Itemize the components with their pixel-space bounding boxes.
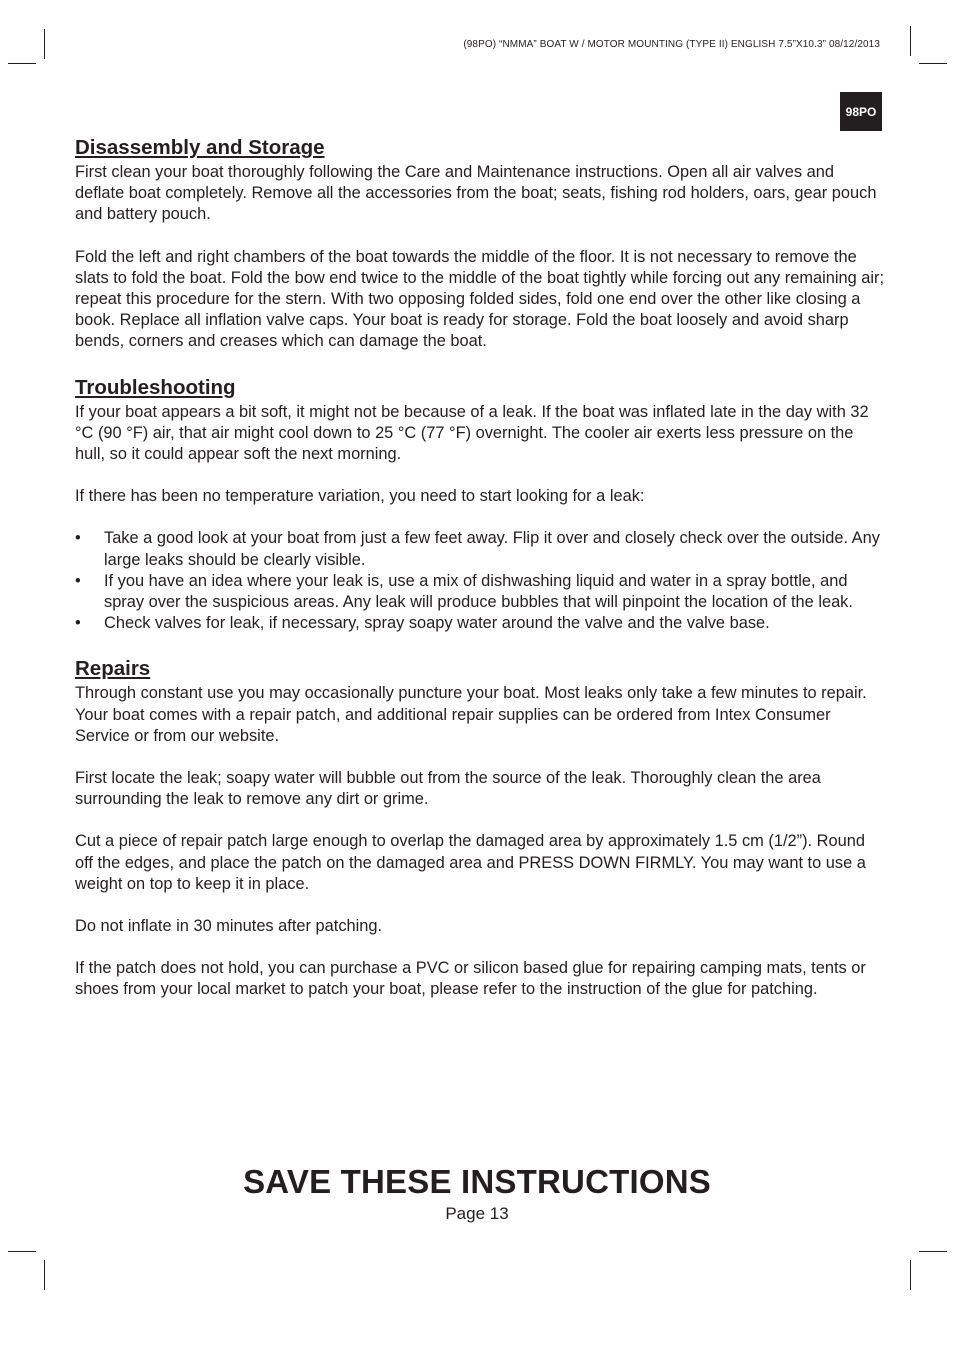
- page-number: Page 13: [445, 1204, 509, 1223]
- crop-mark: [910, 26, 911, 56]
- bullet-icon: •: [75, 571, 81, 590]
- crop-mark: [919, 1251, 947, 1252]
- repairs-paragraph: Through constant use you may occasionally puncture your boat. Most leaks only take a few minutes to repair. Your boat comes with a repair patch, and additional repair supplies can be ordered from Intex Consumer Service or from our website.: [75, 684, 867, 745]
- crop-mark: [44, 29, 45, 59]
- print-info-header: (98PO) “NMMA” BOAT W / MOTOR MOUNTING (TYPE II) ENGLISH 7.5”X10.3” 08/12/2013: [463, 39, 880, 50]
- troubleshooting-paragraph: If your boat appears a bit soft, it might not be because of a leak. If the boat was inflated late in the day with 32 °C (90 °F) air, that air might cool down to 25 °C (77 °F) overnight. The cooler air exerts less pressure on the hull, so it could appear soft the next morning.: [75, 402, 869, 464]
- list-item-text: Check valves for leak, if necessary, spray soapy water around the valve and the valve base.: [104, 614, 770, 633]
- troubleshooting-paragraph: If there has been no temperature variation, you need to start looking for a leak:: [75, 487, 645, 506]
- troubleshooting-heading: Troubleshooting: [75, 375, 236, 399]
- repairs-paragraph: First locate the leak; soapy water will bubble out from the source of the leak. Thoroughly clean the area surrounding the leak to remove any dirt or grime.: [75, 769, 821, 809]
- troubleshooting-section: [75, 374, 885, 635]
- disassembly-paragraph: Fold the left and right chambers of the boat towards the middle of the floor. It is not necessary to remove the slats to fold the boat. Fold the bow end twice to the middle of the boat tightly while forcing out any remaining air; repeat this procedure for the stern. With two opposing folded sides, fold one end over the other like closing a book. Replace all inflation valve caps. Your boat is ready for storage. Fold the boat loosely and avoid sharp bends, corners and creases which can damage the boat.: [75, 247, 885, 351]
- page-content: [75, 134, 885, 1001]
- repairs-heading: Repairs: [75, 657, 151, 681]
- list-item-text: Take a good look at your boat from just a few feet away. Flip it over and closely check over the outside. Any large leaks should be clearly visible.: [104, 529, 880, 569]
- crop-mark: [919, 63, 947, 64]
- list-item-text: If you have an idea where your leak is, use a mix of dishwashing liquid and water in a spray bottle, and spray over the suspicious areas. Any leak will produce bubbles that will pinpoint the location of the leak.: [104, 571, 853, 612]
- bullet-icon: •: [75, 529, 81, 548]
- crop-mark: [8, 1251, 36, 1252]
- disassembly-section: [75, 134, 885, 353]
- list-item: [75, 613, 885, 634]
- repairs-paragraph: If the patch does not hold, you can purchase a PVC or silicon based glue for repairing camping mats, tents or shoes from your local market to patch your boat, please refer to the instruction of the glue for patching.: [75, 959, 866, 999]
- crop-mark: [44, 1260, 45, 1290]
- disassembly-heading: Disassembly and Storage: [75, 136, 325, 159]
- disassembly-paragraph: First clean your boat thoroughly following the Care and Maintenance instructions. Open all air valves and deflate boat completely. Remove all the accessories from the boat; seats, fishing rod holders, oars, gear pouch and battery pouch.: [75, 163, 877, 224]
- crop-mark: [8, 63, 36, 64]
- save-instructions-title: SAVE THESE INSTRUCTIONS: [243, 1163, 711, 1200]
- list-item: [75, 571, 885, 613]
- repairs-paragraph: Cut a piece of repair patch large enough to overlap the damaged area by approximately 1.5 cm (1/2”). Round off the edges, and place the patch on the damaged area and PRESS DOWN FIRMLY. You may want to use a weight on top to keep it in place.: [75, 832, 866, 893]
- model-code-badge: 98PO: [840, 92, 882, 131]
- repairs-section: [75, 655, 885, 1000]
- bullet-icon: •: [75, 614, 81, 633]
- leak-check-list: [75, 528, 885, 634]
- crop-mark: [910, 1260, 911, 1290]
- list-item: [75, 528, 885, 570]
- repairs-paragraph: Do not inflate in 30 minutes after patching.: [75, 917, 383, 936]
